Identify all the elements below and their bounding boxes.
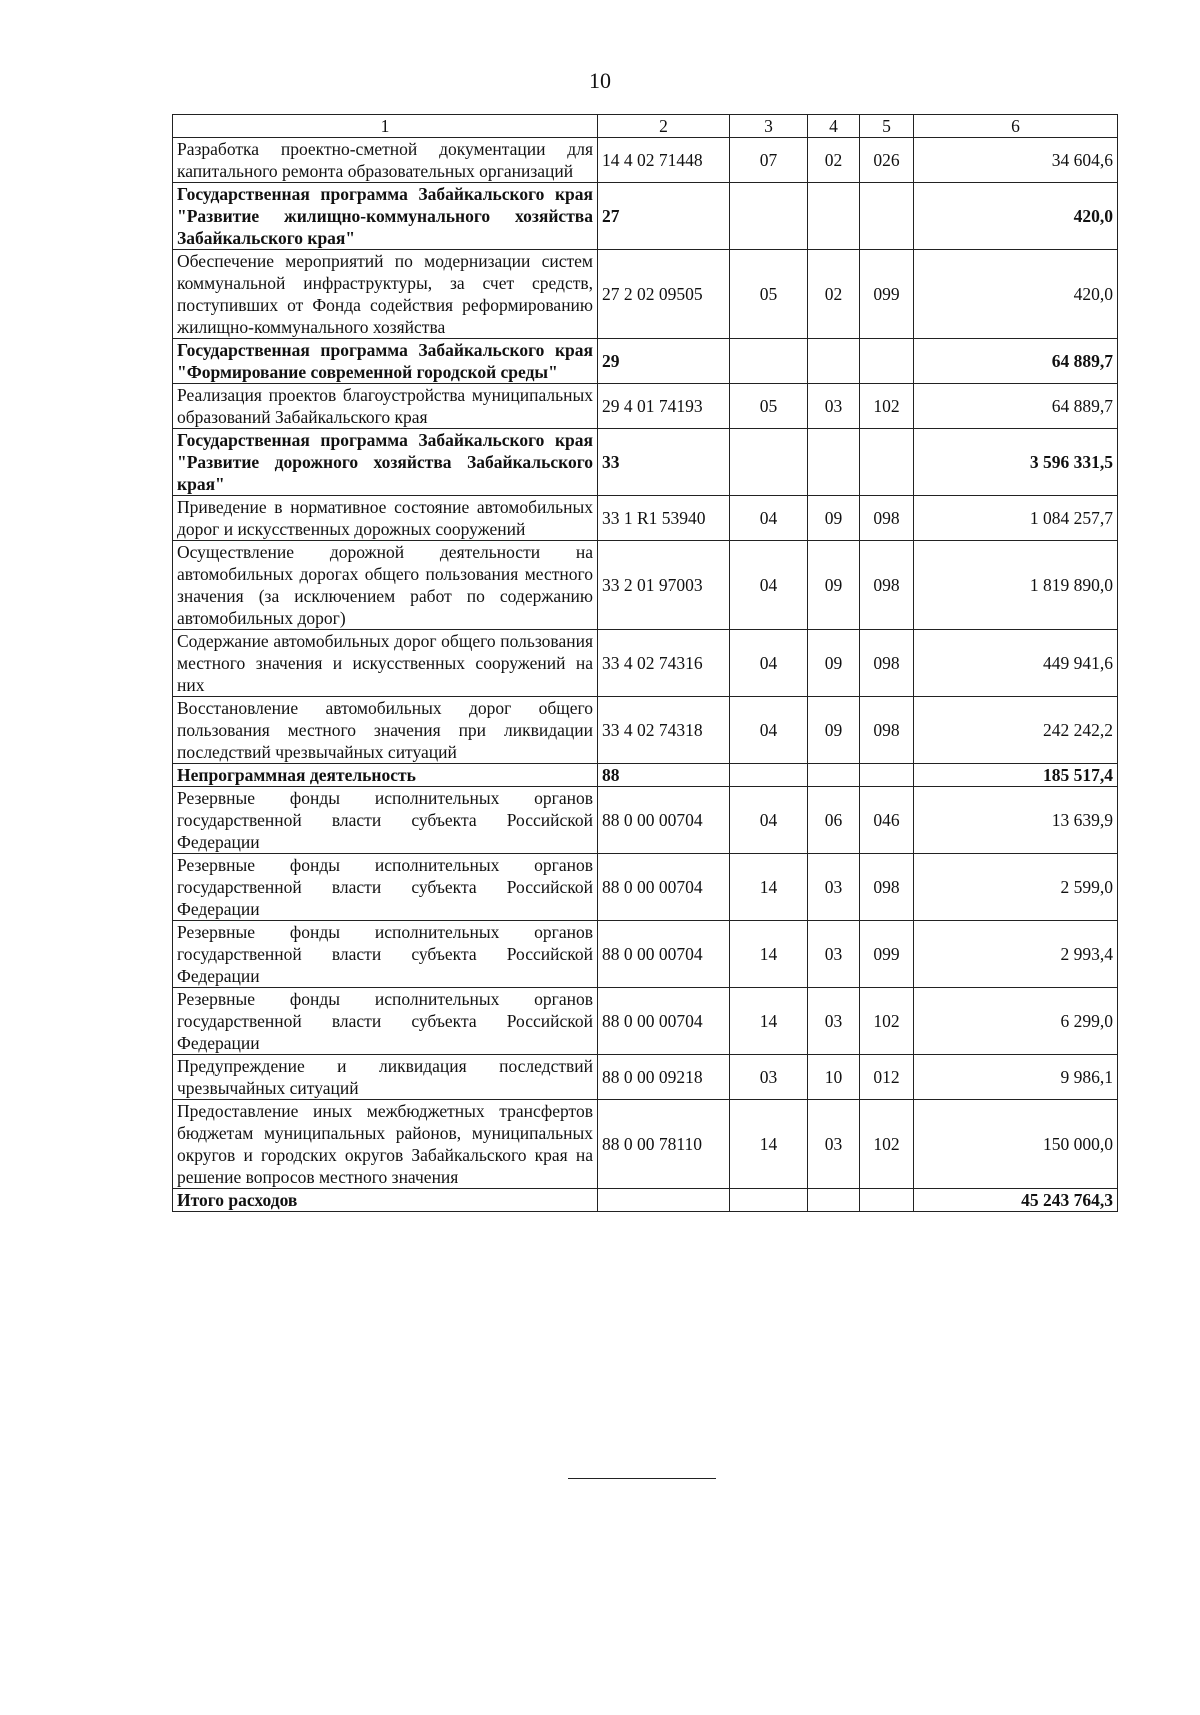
- table-body: [173, 115, 1118, 1212]
- table-row: [173, 250, 1118, 339]
- table-row: [173, 429, 1118, 496]
- row-amount: 2 993,4: [914, 921, 1118, 988]
- row-section: 04: [730, 697, 808, 764]
- row-name: Государственная программа Забайкальского края "Развитие дорожного хозяйства Забайкальского края": [173, 429, 598, 496]
- row-amount: 45 243 764,3: [914, 1189, 1118, 1212]
- row-section: 03: [730, 1055, 808, 1100]
- row-expense-type: 098: [860, 697, 914, 764]
- row-code: 33 4 02 74318: [598, 697, 730, 764]
- row-section: 14: [730, 988, 808, 1055]
- row-amount: 242 242,2: [914, 697, 1118, 764]
- row-code: 88 0 00 78110: [598, 1100, 730, 1189]
- row-name: Государственная программа Забайкальского края "Формирование современной городской среды": [173, 339, 598, 384]
- row-amount: 9 986,1: [914, 1055, 1118, 1100]
- row-expense-type: 098: [860, 496, 914, 541]
- table-row: [173, 1100, 1118, 1189]
- row-subsection: [808, 1189, 860, 1212]
- row-amount: 1 084 257,7: [914, 496, 1118, 541]
- row-code: [598, 1189, 730, 1212]
- row-subsection: 10: [808, 1055, 860, 1100]
- row-subsection: 03: [808, 854, 860, 921]
- row-name: Резервные фонды исполнительных органов государственной власти субъекта Российской Федерации: [173, 921, 598, 988]
- row-amount: 64 889,7: [914, 384, 1118, 429]
- row-code: 27 2 02 09505: [598, 250, 730, 339]
- row-expense-type: 098: [860, 541, 914, 630]
- row-name: Государственная программа Забайкальского края "Развитие жилищно-коммунального хозяйства Забайкальского края": [173, 183, 598, 250]
- row-section: 04: [730, 541, 808, 630]
- table-row: [173, 988, 1118, 1055]
- table-row: [173, 697, 1118, 764]
- row-code: 14 4 02 71448: [598, 138, 730, 183]
- column-header: 1: [173, 115, 598, 138]
- row-section: 14: [730, 854, 808, 921]
- row-code: 29: [598, 339, 730, 384]
- page-number: 10: [589, 68, 611, 93]
- row-amount: 150 000,0: [914, 1100, 1118, 1189]
- budget-table: [172, 114, 1118, 1212]
- row-name: Непрограммная деятельность: [173, 764, 598, 787]
- row-expense-type: 098: [860, 854, 914, 921]
- row-name: Восстановление автомобильных дорог общего пользования местного значения при ликвидации последствий чрезвычайных ситуаций: [173, 697, 598, 764]
- row-section: 14: [730, 1100, 808, 1189]
- row-amount: 449 941,6: [914, 630, 1118, 697]
- row-name: Резервные фонды исполнительных органов государственной власти субъекта Российской Федерации: [173, 854, 598, 921]
- row-section: 14: [730, 921, 808, 988]
- table-row: [173, 1189, 1118, 1212]
- row-code: 33 1 R1 53940: [598, 496, 730, 541]
- row-section: [730, 339, 808, 384]
- closing-line: [568, 1478, 716, 1479]
- row-expense-type: 046: [860, 787, 914, 854]
- row-subsection: 09: [808, 541, 860, 630]
- table-row: [173, 1055, 1118, 1100]
- row-subsection: 06: [808, 787, 860, 854]
- table-row: [173, 630, 1118, 697]
- row-expense-type: 098: [860, 630, 914, 697]
- row-expense-type: 099: [860, 921, 914, 988]
- row-subsection: 02: [808, 250, 860, 339]
- row-name: Итого расходов: [173, 1189, 598, 1212]
- table-row: [173, 764, 1118, 787]
- row-subsection: 03: [808, 988, 860, 1055]
- row-expense-type: [860, 183, 914, 250]
- row-amount: 3 596 331,5: [914, 429, 1118, 496]
- row-expense-type: [860, 764, 914, 787]
- table-row: [173, 384, 1118, 429]
- row-expense-type: 012: [860, 1055, 914, 1100]
- table-row: [173, 339, 1118, 384]
- row-subsection: 03: [808, 1100, 860, 1189]
- row-code: 33 4 02 74316: [598, 630, 730, 697]
- row-name: Резервные фонды исполнительных органов государственной власти субъекта Российской Федерации: [173, 988, 598, 1055]
- row-section: 07: [730, 138, 808, 183]
- row-amount: 6 299,0: [914, 988, 1118, 1055]
- column-header: 2: [598, 115, 730, 138]
- row-name: Обеспечение мероприятий по модернизации систем коммунальной инфраструктуры, за счет средств, поступивших от Фонда содействия реформированию жилищно-коммунального хозяйства: [173, 250, 598, 339]
- column-header: 3: [730, 115, 808, 138]
- row-code: 29 4 01 74193: [598, 384, 730, 429]
- row-name: Разработка проектно-сметной документации для капитального ремонта образовательных организаций: [173, 138, 598, 183]
- row-code: 33: [598, 429, 730, 496]
- row-subsection: 09: [808, 630, 860, 697]
- row-section: 04: [730, 787, 808, 854]
- row-name: Приведение в нормативное состояние автомобильных дорог и искусственных дорожных сооружений: [173, 496, 598, 541]
- row-expense-type: 102: [860, 384, 914, 429]
- row-expense-type: [860, 1189, 914, 1212]
- row-amount: 2 599,0: [914, 854, 1118, 921]
- row-amount: 64 889,7: [914, 339, 1118, 384]
- row-expense-type: [860, 339, 914, 384]
- row-amount: 420,0: [914, 183, 1118, 250]
- row-subsection: [808, 764, 860, 787]
- table-row: [173, 854, 1118, 921]
- row-subsection: 03: [808, 384, 860, 429]
- row-expense-type: 099: [860, 250, 914, 339]
- row-code: 88 0 00 00704: [598, 921, 730, 988]
- row-code: 88 0 00 00704: [598, 988, 730, 1055]
- column-header: 6: [914, 115, 1118, 138]
- row-name: Предупреждение и ликвидация последствий чрезвычайных ситуаций: [173, 1055, 598, 1100]
- row-amount: 420,0: [914, 250, 1118, 339]
- row-name: Осуществление дорожной деятельности на автомобильных дорогах общего пользования местного значения (за исключением работ по содержанию автомобильных дорог): [173, 541, 598, 630]
- row-name: Резервные фонды исполнительных органов государственной власти субъекта Российской Федерации: [173, 787, 598, 854]
- table-row: [173, 541, 1118, 630]
- column-header: 4: [808, 115, 860, 138]
- row-subsection: [808, 183, 860, 250]
- row-code: 88 0 00 09218: [598, 1055, 730, 1100]
- row-section: [730, 1189, 808, 1212]
- row-name: Предоставление иных межбюджетных трансфертов бюджетам муниципальных районов, муниципальных округов и городских округов Забайкальского края на решение вопросов местного значения: [173, 1100, 598, 1189]
- row-code: 88: [598, 764, 730, 787]
- row-name: Содержание автомобильных дорог общего пользования местного значения и искусственных сооружений на них: [173, 630, 598, 697]
- row-section: [730, 429, 808, 496]
- row-section: [730, 764, 808, 787]
- row-subsection: [808, 429, 860, 496]
- row-code: 33 2 01 97003: [598, 541, 730, 630]
- table-row: [173, 496, 1118, 541]
- row-expense-type: 102: [860, 988, 914, 1055]
- row-section: 04: [730, 630, 808, 697]
- row-section: 04: [730, 496, 808, 541]
- row-subsection: 03: [808, 921, 860, 988]
- table-row: [173, 138, 1118, 183]
- row-name: Реализация проектов благоустройства муниципальных образований Забайкальского края: [173, 384, 598, 429]
- row-expense-type: 026: [860, 138, 914, 183]
- row-code: 27: [598, 183, 730, 250]
- column-header: 5: [860, 115, 914, 138]
- row-amount: 34 604,6: [914, 138, 1118, 183]
- table-row: [173, 921, 1118, 988]
- row-code: 88 0 00 00704: [598, 787, 730, 854]
- row-amount: 1 819 890,0: [914, 541, 1118, 630]
- row-amount: 185 517,4: [914, 764, 1118, 787]
- row-section: 05: [730, 250, 808, 339]
- row-subsection: 02: [808, 138, 860, 183]
- row-expense-type: [860, 429, 914, 496]
- table-row: [173, 183, 1118, 250]
- row-code: 88 0 00 00704: [598, 854, 730, 921]
- row-section: 05: [730, 384, 808, 429]
- row-subsection: [808, 339, 860, 384]
- row-subsection: 09: [808, 496, 860, 541]
- row-expense-type: 102: [860, 1100, 914, 1189]
- table-row: [173, 787, 1118, 854]
- table-header-row: [173, 115, 1118, 138]
- row-section: [730, 183, 808, 250]
- row-amount: 13 639,9: [914, 787, 1118, 854]
- row-subsection: 09: [808, 697, 860, 764]
